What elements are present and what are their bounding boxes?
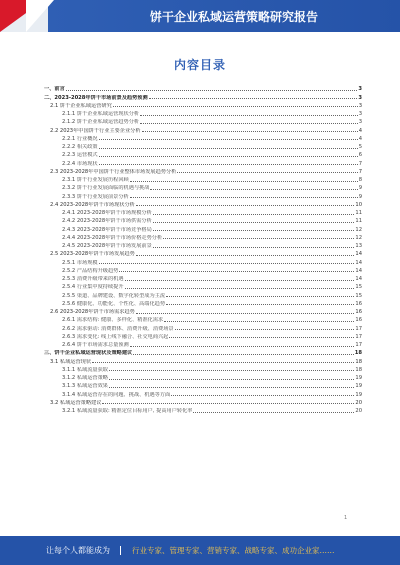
toc-entry-page: 11 <box>355 218 362 225</box>
toc-entry-page: 20 <box>355 408 362 414</box>
toc-entry[interactable] <box>44 356 362 364</box>
toc-entry-page: 9 <box>358 193 362 200</box>
toc-entry-text: 2.4.1 2023-2028年饼干市场规模分析 <box>62 210 152 216</box>
toc-entry[interactable] <box>44 307 362 315</box>
toc-entry-page: 3 <box>358 102 362 109</box>
toc-entry-page: 9 <box>358 185 362 192</box>
header-white-wedge <box>26 0 54 32</box>
toc-leader-dots <box>166 304 354 305</box>
toc-leader-dots <box>149 98 358 99</box>
toc-leader-dots <box>136 205 355 206</box>
toc-leader-dots <box>142 131 358 132</box>
toc-entry-text: 2.6.3 需求变化: 线上线下融合、社交电商兴起 <box>62 333 169 340</box>
toc-entry-text: 2.6.2 需求驱动: 消费群体、消费升级、消费场景 <box>62 325 174 332</box>
toc-leader-dots <box>150 189 357 190</box>
toc-entry-page: 7 <box>358 160 362 167</box>
toc-entry-page: 19 <box>355 375 362 381</box>
toc-entry-text: 2.5.3 消费升级带来的机遇 <box>62 276 124 282</box>
toc-entry[interactable] <box>44 175 362 183</box>
toc-entry[interactable] <box>44 373 362 381</box>
toc-entry-text: 2.2 2023年中国饼干行业主要企业分析 <box>50 127 141 134</box>
toc-entry-text: 3.1.4 私域运营存在的问题、挑战、机遇等方面 <box>62 391 171 398</box>
page-number: 1 <box>344 515 348 521</box>
toc-entry-text: 一、前言 <box>44 86 65 93</box>
toc-entry-text: 2.5 2023-2028年饼干市场发展趋势 <box>50 251 135 258</box>
toc-entry-text: 2.6.4 饼干市场需求总量预测 <box>62 342 129 348</box>
toc-entry-page: 6 <box>358 152 362 159</box>
toc-entry-page: 13 <box>355 243 362 249</box>
toc-leader-dots <box>119 271 354 272</box>
toc-entry-page: 7 <box>358 168 362 175</box>
toc-entry-text: 2.3.2 饼干行业发展面临的机遇与挑战 <box>62 185 150 192</box>
toc-entry-page: 18 <box>355 366 362 373</box>
toc-entry[interactable] <box>44 200 362 208</box>
toc-leader-dots <box>140 115 358 116</box>
toc-leader-dots <box>166 296 354 297</box>
toc-entry-page: 4 <box>358 127 362 134</box>
toc-leader-dots <box>113 106 358 107</box>
toc-entry-page: 18 <box>354 350 362 357</box>
toc-entry[interactable] <box>44 183 362 191</box>
toc-entry-text: 2.1.2 饼干企业私域运营趋势分析 <box>62 119 140 126</box>
toc-entry[interactable] <box>44 208 362 216</box>
toc-entry-text: 3.1.3 私域运营效果 <box>62 383 108 390</box>
toc-entry[interactable] <box>44 290 362 298</box>
toc-entry[interactable] <box>44 233 362 241</box>
toc-entry[interactable] <box>44 241 362 249</box>
toc-entry[interactable] <box>44 282 362 290</box>
toc-entry-text: 2.3 2023-2028年中国饼干行业整体市场发展趋势分析 <box>50 168 177 175</box>
toc-entry-text: 2.6 2023-2028年饼干市场需求趋势 <box>50 309 135 315</box>
toc-entry-text: 2.2.3 运营模式 <box>62 152 98 159</box>
toc-entry-page: 17 <box>355 325 362 332</box>
toc-entry-text: 3.1.1 私域流量获取 <box>62 366 108 373</box>
toc-entry[interactable] <box>44 365 362 373</box>
toc-leader-dots <box>109 370 354 371</box>
toc-entry-text: 2.5.4 行业集中度持续提升 <box>62 284 124 291</box>
toc-entry[interactable] <box>44 389 362 397</box>
toc-leader-dots <box>177 172 357 173</box>
toc-leader-dots <box>153 222 355 223</box>
toc-entry[interactable] <box>44 398 362 406</box>
toc-entry[interactable] <box>44 332 362 340</box>
toc-entry-page: 12 <box>355 234 362 241</box>
toc-entry-page: 19 <box>355 391 362 398</box>
toc-entry-page: 20 <box>355 399 362 406</box>
toc-entry-page: 19 <box>355 383 362 390</box>
toc-entry[interactable] <box>44 323 362 331</box>
footer-slogan: 让每个人都能成为 <box>46 546 110 555</box>
toc-entry-page: 14 <box>355 259 362 266</box>
toc-entry[interactable] <box>44 348 362 356</box>
toc-entry[interactable] <box>44 125 362 133</box>
toc-leader-dots <box>99 263 355 264</box>
toc-entry[interactable] <box>44 117 362 125</box>
toc-entry[interactable] <box>44 315 362 323</box>
toc-entry-text: 2.1.1 饼干企业私域运营现状分析 <box>62 111 140 117</box>
toc-entry-page: 17 <box>355 333 362 340</box>
toc-entry-page: 4 <box>358 135 362 142</box>
toc-entry[interactable] <box>44 299 362 307</box>
toc-entry-text: 2.5.5 渠道、品牌建设、数字化转型成为主流 <box>62 292 166 299</box>
toc-entry-text: 2.6.1 需求结构: 健康、多样化、精准化需求 <box>62 317 164 324</box>
toc-entry-page: 16 <box>355 317 362 324</box>
toc-leader-dots <box>140 123 358 124</box>
toc-entry-page: 18 <box>355 358 362 365</box>
toc-entry-page: 16 <box>355 309 362 315</box>
toc-leader-dots <box>92 362 354 363</box>
toc-leader-dots <box>109 379 354 380</box>
toc-leader-dots <box>99 139 358 140</box>
toc-entry-text: 2.5.2 产品结构升级趋势 <box>62 267 119 274</box>
toc-leader-dots <box>153 247 355 248</box>
toc-entry[interactable] <box>44 266 362 274</box>
toc-entry-text: 2.5.1 市场规模 <box>62 259 98 266</box>
toc-entry-text: 三、饼干企业私域运营现状及策略建议 <box>44 350 133 357</box>
toc-entry-text: 2.3.1 饼干行业发展历程回顾 <box>62 177 129 183</box>
toc-entry-text: 3.1 私域运营现状 <box>50 358 92 365</box>
toc-leader-dots <box>153 214 355 215</box>
toc-leader-dots <box>171 395 354 396</box>
footer-tagline: 行业专家、管理专家、营销专家、战略专家、成功企业家…… <box>132 546 335 555</box>
toc-entry[interactable] <box>44 191 362 199</box>
toc-entry-page: 16 <box>355 300 362 307</box>
toc-leader-dots <box>99 148 358 149</box>
toc-entry-text: 3.2.1 私域流量获取: 精准定位目标用户, 提高用户转化率 <box>62 408 193 414</box>
toc-leader-dots <box>175 329 355 330</box>
toc-leader-dots <box>99 156 358 157</box>
toc-entry-page: 3 <box>358 111 362 117</box>
toc-leader-dots <box>164 321 354 322</box>
toc-entry-text: 2.2.2 相关政策 <box>62 144 98 150</box>
toc-leader-dots <box>102 403 354 404</box>
report-title: 饼干企业私域运营策略研究报告 <box>150 10 319 24</box>
toc-leader-dots <box>130 197 358 198</box>
toc-leader-dots <box>163 238 354 239</box>
toc-entry-page: 3 <box>358 94 362 101</box>
toc-entry-text: 3.2 私域运营策略建议 <box>50 399 102 406</box>
page-footer <box>0 536 400 565</box>
toc-entry[interactable] <box>44 381 362 389</box>
toc-entry-page: 5 <box>358 144 362 150</box>
toc-entry-text: 2.3.3 饼干行业发展前景分析 <box>62 193 129 200</box>
toc-entry[interactable] <box>44 109 362 117</box>
toc-entry[interactable] <box>44 257 362 265</box>
toc-entry-page: 15 <box>355 292 362 299</box>
toc-entry-text: 2.4 2023-2028年饼干市场现状分析 <box>50 201 135 208</box>
toc-entry-page: 14 <box>355 276 362 282</box>
toc-entry[interactable] <box>44 134 362 142</box>
toc-leader-dots <box>125 288 355 289</box>
toc-entry[interactable] <box>44 224 362 232</box>
toc-entry-text: 2.4.4 2023-2028年饼干市场价格走势分析 <box>62 234 163 241</box>
toc-entry[interactable] <box>44 406 362 414</box>
toc-entry-page: 3 <box>358 86 362 93</box>
toc-leader-dots <box>133 354 354 355</box>
toc-entry-page: 11 <box>355 210 362 216</box>
page-header <box>0 0 400 32</box>
toc-entry[interactable] <box>44 249 362 257</box>
toc-entry-text: 2.4.5 2023-2028年饼干市场发展前景 <box>62 243 152 249</box>
toc-entry-page: 12 <box>355 226 362 233</box>
toc-entry[interactable] <box>44 142 362 150</box>
toc-entry[interactable] <box>44 84 362 92</box>
toc-leader-dots <box>66 90 358 91</box>
toc-entry-page: 8 <box>358 177 362 183</box>
toc-leader-dots <box>153 230 355 231</box>
toc-entry-text: 2.4.3 2023-2028年饼干市场竞争格局 <box>62 226 152 233</box>
toc-leader-dots <box>99 164 358 165</box>
toc-leader-dots <box>125 280 355 281</box>
toc-leader-dots <box>193 412 354 413</box>
toc-entry[interactable] <box>44 167 362 175</box>
toc-entry[interactable] <box>44 340 362 348</box>
toc-leader-dots <box>169 337 354 338</box>
toc-title: 内容目录 <box>173 58 226 72</box>
toc-entry-page: 3 <box>358 119 362 126</box>
toc-entry-text: 3.1.2 私域运营策略 <box>62 375 108 381</box>
toc-entry-page: 10 <box>355 201 362 208</box>
toc-entry-text: 2.5.6 健康化、功能化、个性化、高端化趋势 <box>62 300 166 307</box>
toc-entry-text: 2.2.1 行业概况 <box>62 135 98 142</box>
toc-entry-page: 14 <box>355 251 362 258</box>
toc-leader-dots <box>109 387 354 388</box>
toc-leader-dots <box>130 181 358 182</box>
toc-entry-text: 2.4.2 2023-2028年饼干市场供需分析 <box>62 218 152 225</box>
toc-entry-page: 14 <box>355 267 362 274</box>
toc-entry-page: 15 <box>355 284 362 291</box>
toc-entry-text: 2.2.4 市场现状 <box>62 160 98 167</box>
toc-leader-dots <box>130 346 355 347</box>
toc-entry[interactable] <box>44 216 362 224</box>
toc-leader-dots <box>136 255 355 256</box>
toc-leader-dots <box>136 313 355 314</box>
toc-entry[interactable] <box>44 150 362 158</box>
toc-entry[interactable] <box>44 101 362 109</box>
toc-entry-text: 2.1 饼干企业私域运营研究 <box>50 102 112 109</box>
table-of-contents <box>44 84 362 414</box>
toc-entry[interactable] <box>44 274 362 282</box>
toc-entry-text: 二、2023-2028年饼干市场前景及趋势预测 <box>44 94 148 101</box>
toc-entry[interactable] <box>44 158 362 166</box>
footer-divider <box>120 546 121 555</box>
toc-entry[interactable] <box>44 92 362 100</box>
toc-entry-page: 17 <box>355 342 362 348</box>
